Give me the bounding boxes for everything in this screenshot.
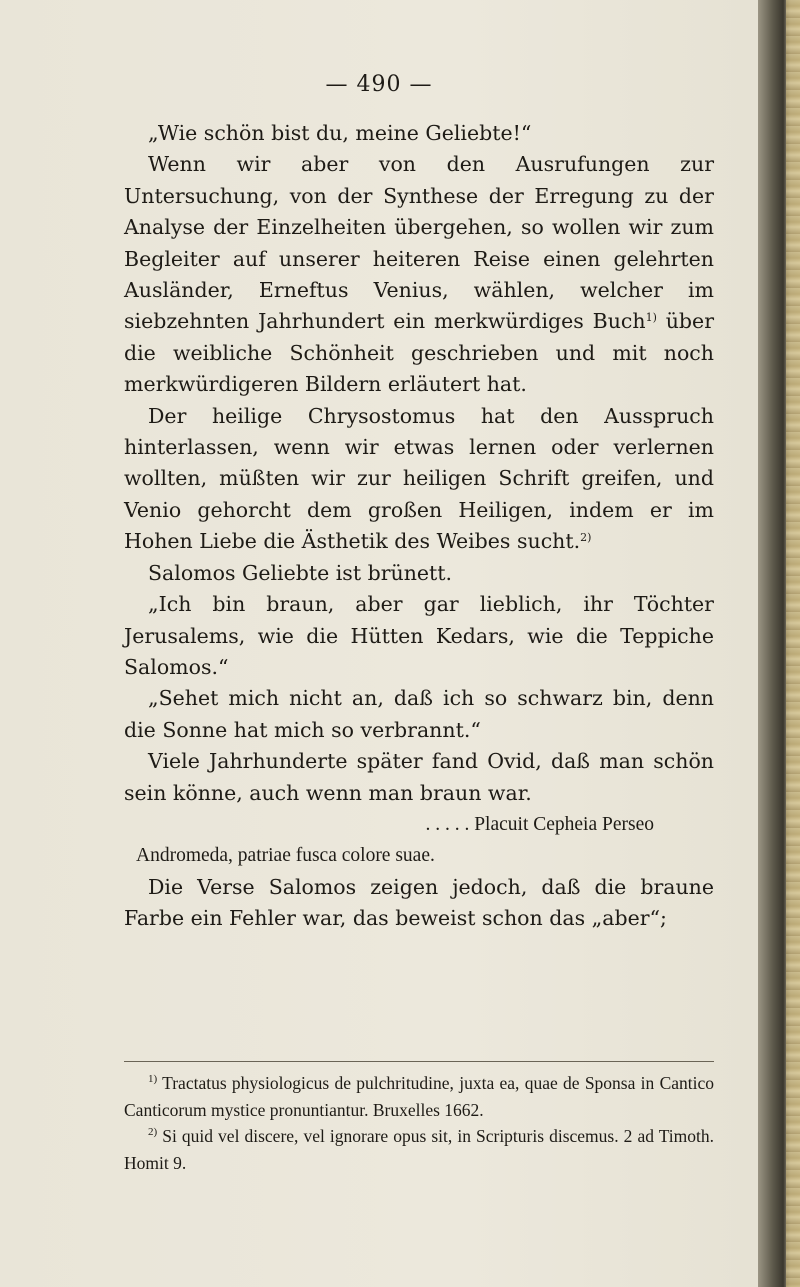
footnote-ref: 1) bbox=[645, 311, 657, 325]
latin-quote-line: Andromeda, patriae fusca colore suae. bbox=[136, 845, 435, 867]
paragraph: „Sehet mich nicht an, daß ich so schwarz bin, denn die Sonne hat mich so verbrannt.“ bbox=[124, 686, 714, 742]
footnote: $^{2)}$ Si quid vel discere, vel ignorare opus sit, in Scripturis discemus. 2 ad Timoth. Homit 9. bbox=[124, 1126, 715, 1173]
paragraph: Salomos Geliebte ist brünett. bbox=[148, 560, 453, 585]
main-text bbox=[124, 118, 714, 935]
paragraph: Die Verse Salomos zeigen jedoch, daß die braune Farbe ein Fehler war, das beweist schon das „aber“; bbox=[124, 874, 714, 931]
paragraph: Viele Jahrhunderte später fand Ovid, daß man schön sein könne, auch wenn man braun war. bbox=[124, 749, 714, 805]
paragraph: Wenn wir aber von den Ausrufungen zur Untersuchung, von der Synthese der Erregung zu der Analyse der Einzelheiten übergehen, so wollen wir zum Begleiter auf unserer heiteren Reise einen gelehrten Ausländer, Erneftus Venius, wählen, welcher im siebzehnten Jahrhundert ein merkwürdiges Buch$^{1)}$ über die weibliche Schönheit geschrieben und mit noch merkwürdigeren Bildern erläutert hat. bbox=[124, 152, 714, 397]
footnotes bbox=[124, 1070, 714, 1176]
footnote-divider bbox=[124, 1061, 714, 1062]
footnote-mark: 1) bbox=[148, 1073, 158, 1085]
latin-quote-line: . . . . . Placuit Cepheia Perseo bbox=[425, 813, 654, 835]
footnote-mark: 2) bbox=[148, 1126, 158, 1139]
paragraph: Der heilige Chrysostomus hat den Ausspruch hinterlassen, wenn wir etwas lernen oder verlernen wollten, müßten wir zur heiligen Schrift greifen, und Venio gehorcht dem großen Heiligen, indem er im Hohen Liebe die Ästhetik des Weibes sucht.$^{2)}$ bbox=[124, 403, 714, 554]
book-edge bbox=[758, 0, 800, 1287]
paragraph: „Ich bin braun, aber gar lieblich, ihr Töchter Jerusalems, wie die Hütten Kedars, wie die Teppiche Salomos.“ bbox=[124, 592, 714, 679]
paragraph: „Wie schön bist du, meine Geliebte!“ bbox=[148, 121, 532, 145]
footnote-ref: 2) bbox=[580, 531, 592, 545]
page-number: — 490 — bbox=[325, 72, 433, 97]
footnote: $^{1)}$ Tractatus physiologicus de pulchritudine, juxta ea, quae de Sponsa in Cantico Canticorum mystice pronuntiantur. Bruxelles 1662. bbox=[124, 1073, 714, 1120]
